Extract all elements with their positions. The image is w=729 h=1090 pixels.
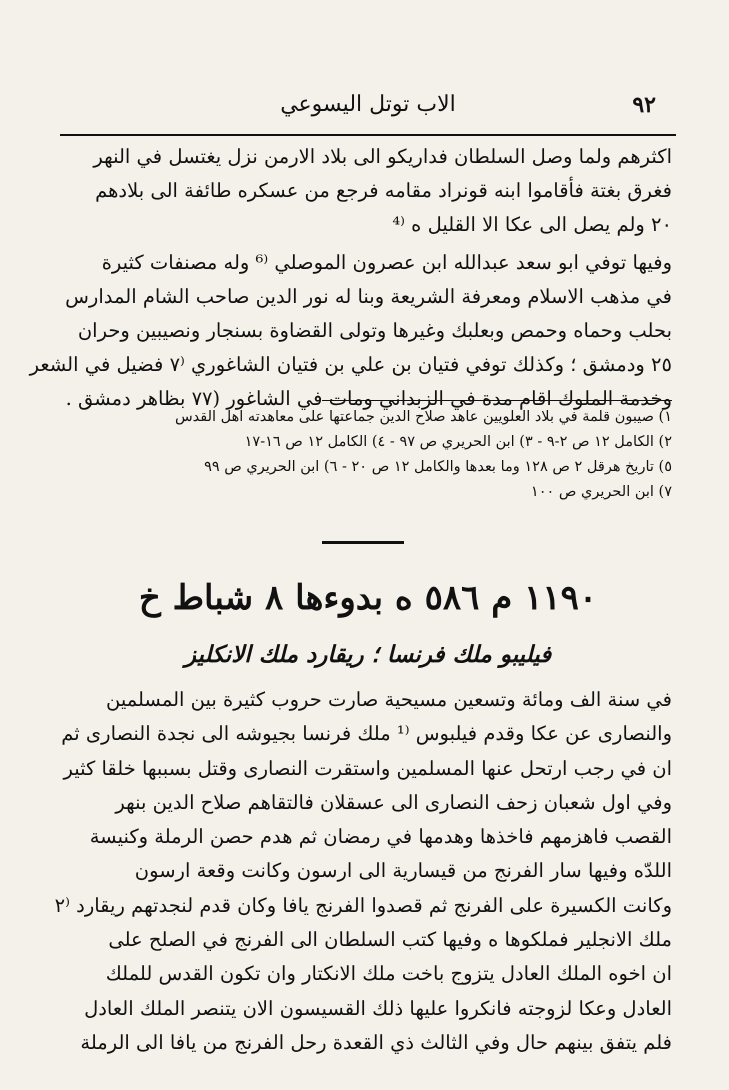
text-line: ان في رجب ارتحل عنها المسلمين واستقرت النصارى وقتل بسببها خلقا كثير — [63, 756, 672, 780]
section-divider — [322, 541, 404, 544]
text-line: اللدّه وفيها سار الفرنج من قيسارية الى ارسون وكانت وقعة ارسون — [134, 859, 672, 883]
section-subheading: فيليبو ملك فرنسا ؛ ريقارد ملك الانكليز — [184, 641, 552, 668]
running-title: الاب توتل اليسوعي — [280, 92, 456, 117]
footnote-rule — [322, 400, 672, 401]
text-line: ملك الانجلير فملكوها ه وفيها كتب السلطان الى الفرنج في الصلح على — [108, 928, 672, 952]
page-header — [60, 92, 676, 132]
text-line: في سنة الف ومائة وتسعين مسيحية صارت حروب كثيرة بين المسلمين — [105, 688, 672, 711]
text-line: اكثرهم ولما وصل السلطان فداريكو الى بلاد الارمن نزل يغتسل في النهر — [93, 145, 672, 168]
text-line: وكانت الكسيرة على الفرنج ثم قصدوا الفرنج يافا وكان قدم لنجدتهم ريقارد ⁽٢ — [54, 893, 672, 917]
text-line: وخدمة الملوك اقام مدة في الزبداني ومات في الشاغور (٧٧ بظاهر دمشق . — [65, 387, 672, 410]
text-line: القصب فاهزمهم فاخذها وهدمها في رمضان ثم هدم حصن الرملة وكنيسة — [89, 825, 672, 849]
year-heading: ١١٩٠ م ٥٨٦ ه بدوءها ٨ شباط خ — [138, 578, 598, 618]
text-line: ٢٠ ولم يصل الى عكا الا القليل ه ⁽⁴ — [392, 213, 672, 236]
footnote-line: ٧) ابن الحريري ص ١٠٠ — [530, 484, 672, 500]
text-line: ان اخوه الملك العادل يتزوج باخت ملك الانكتار وان تكون القدس للملك — [105, 962, 672, 986]
text-line: وفيها توفي ابو سعد عبدالله ابن عصرون الموصلي ⁽⁶ وله مصنفات كثيرة — [101, 251, 672, 274]
main-paragraph — [54, 683, 672, 1060]
footnotes — [62, 405, 672, 505]
top-paragraph — [29, 140, 672, 416]
text-line: فلم يتفق بينهم حال وفي الثالث ذي القعدة رحل الفرنج من يافا الى الرملة — [80, 1030, 672, 1054]
text-line: في مذهب الاسلام ومعرفة الشريعة وبنا له نور الدين صاحب الشام المدارس — [65, 285, 672, 308]
footnote-line: ٥) تاريخ هرقل ٢ ص ١٢٨ وما بعدها والكامل ١٢ ص ٢٠ - ٦) ابن الحريري ص ٩٩ — [204, 459, 672, 475]
text-line: وفي اول شعبان زحف النصارى الى عسقلان فالتقاهم صلاح الدين بنهر — [115, 790, 672, 814]
text-line: فغرق بغتة فأقاموا ابنه قونراد مقامه فرجع من عسكره طائفة الى بلادهم — [95, 179, 672, 202]
text-line: بحلب وحماه وحمص وبعلبك وغيرها وتولى القضاوة بسنجار ونصيبين وحران — [77, 319, 672, 342]
text-line: ٢٥ ودمشق ؛ وكذلك توفي فتيان بن علي بن فتيان الشاغوري ⁽٧ فضيل في الشعر — [29, 353, 672, 376]
text-line: العادل وعكا لزوجته فانكروا عليها ذلك القسيسون الان يتنصر الملك العادل — [84, 996, 672, 1020]
footnote-line: ١) صيبون قلمة في بلاد العلويين عاهد صلاح الدين جماعتها على معاهدته اهل القدس — [174, 409, 672, 425]
text-line: والنصارى عن عكا وقدم فيلبوس ⁽¹ ملك فرنسا بجيوشه الى نجدة النصارى ثم — [61, 722, 672, 746]
footnote-line: ٢) الكامل ١٢ ص ٢-٩ - ٣) ابن الحريري ص ٩٧ - ٤) الكامل ١٢ ص ١٦-١٧ — [244, 434, 672, 450]
header-rule — [60, 134, 676, 136]
page-number: ٩٢ — [632, 92, 656, 118]
